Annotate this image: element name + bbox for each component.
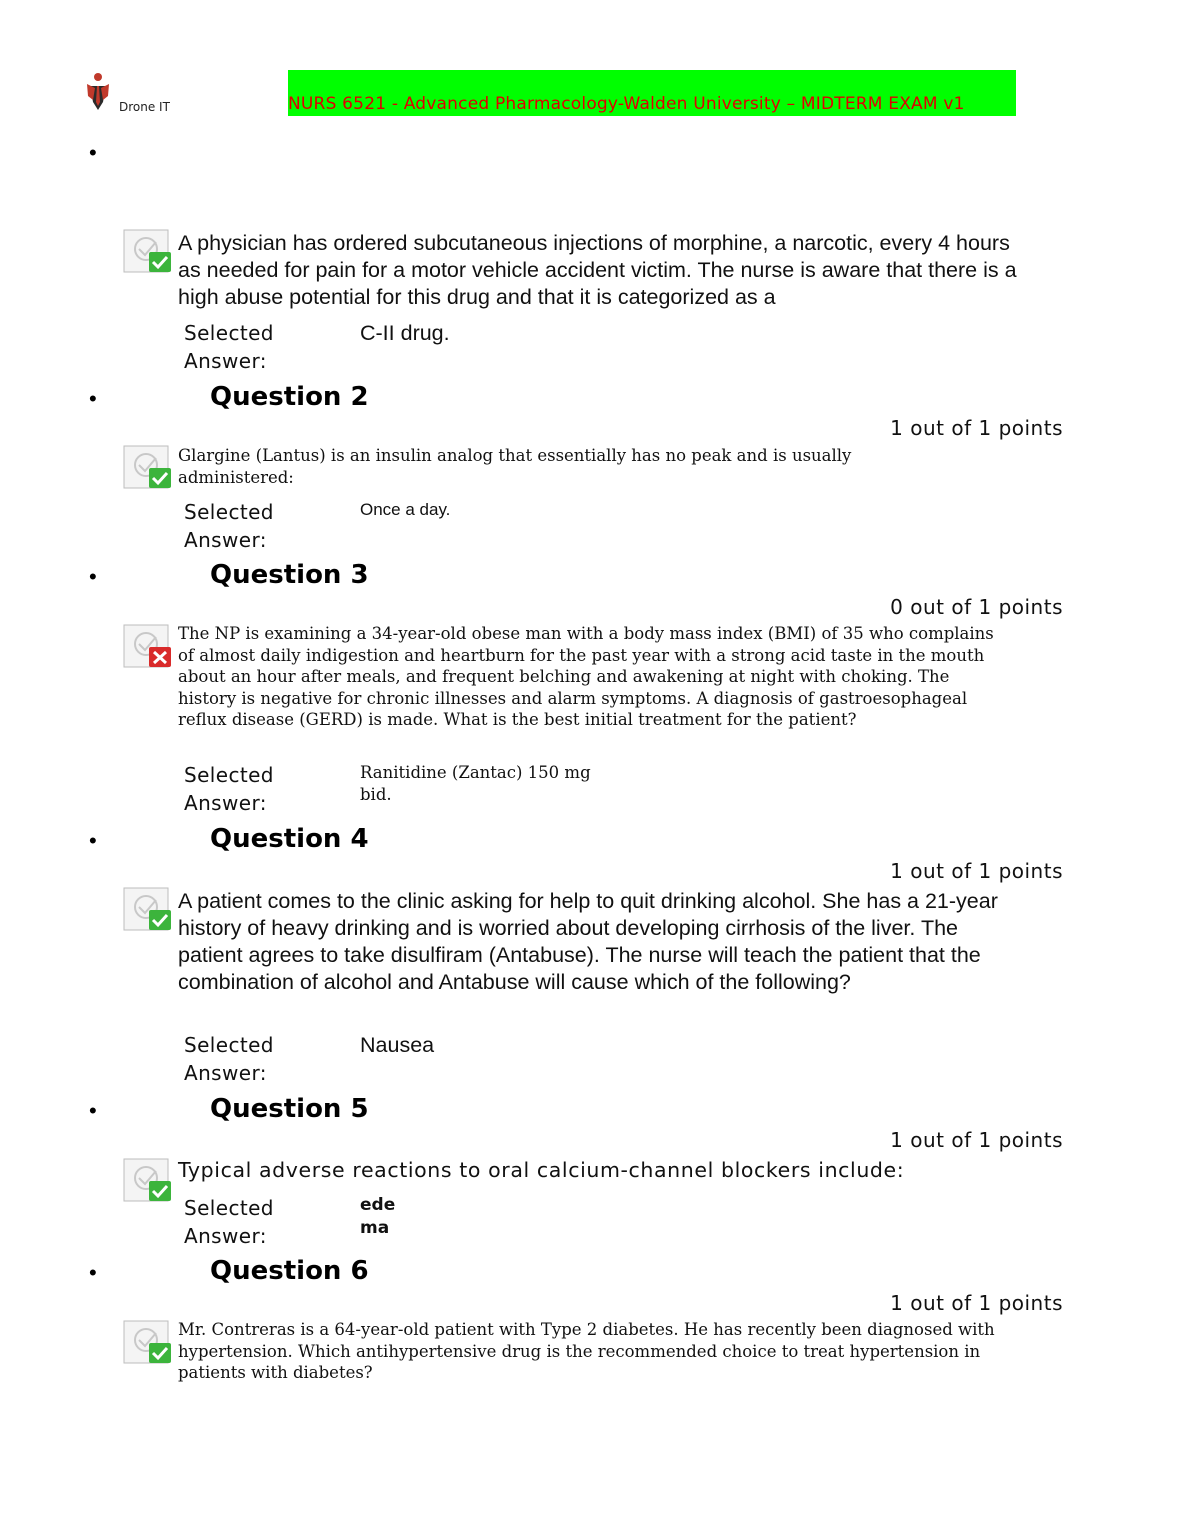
question-3-text: The NP is examining a 34-year-old obese man with a body mass index (BMI) of 35 who complains of almost daily indigestion and heartburn for the past year with a strong acid taste in the mouth about an hour after meals, and frequent belching and awakening at night with choking. The history is negative for chronic illnesses and alarm symptoms. A diagnosis of gastroesophageal reflux disease (GERD) is made. What is the best initial treatment for the patient? xyxy=(178,624,994,729)
question-4-answer: Nausea xyxy=(360,1033,435,1057)
incorrect-x-icon xyxy=(123,623,173,669)
correct-check-icon xyxy=(123,228,173,274)
selected-answer-label: Selected Answer: xyxy=(184,500,274,552)
question-1-text: A physician has ordered subcutaneous injections of morphine, a narcotic, every 4 hours as needed for pain for a motor vehicle accident victim. The nurse is aware that there is a high abuse potential for this drug and that it is categorized as a xyxy=(178,231,1017,309)
correct-check-icon xyxy=(123,886,173,932)
selected-answer-label: Selected Answer: xyxy=(184,1033,274,1085)
drone-it-logo xyxy=(86,72,110,112)
question-4-points: 1 out of 1 points xyxy=(890,859,1063,883)
list-bullet: • xyxy=(89,386,97,411)
question-5-title: Question 5 xyxy=(210,1094,369,1124)
question-2-text: Glargine (Lantus) is an insulin analog that essentially has no peak and is usually administered: xyxy=(178,446,852,487)
correct-check-icon xyxy=(123,1319,173,1365)
question-4-title: Question 4 xyxy=(210,824,369,854)
list-bullet: • xyxy=(89,828,97,853)
correct-check-icon xyxy=(123,1157,173,1203)
question-2-title: Question 2 xyxy=(210,382,369,412)
selected-answer-label: Selected Answer: xyxy=(184,1196,274,1248)
list-bullet: • xyxy=(89,140,97,165)
question-5-answer: ede ma xyxy=(360,1195,396,1238)
question-1-answer: C-II drug. xyxy=(360,321,450,345)
correct-check-icon xyxy=(123,444,173,490)
selected-answer-label: Selected Answer: xyxy=(184,763,274,815)
question-6-points: 1 out of 1 points xyxy=(890,1291,1063,1315)
exam-title: NURS 6521 - Advanced Pharmacology-Walden University – MIDTERM EXAM v1 xyxy=(288,94,965,114)
question-3-answer: Ranitidine (Zantac) 150 mg bid. xyxy=(360,763,591,804)
brand-name: Drone IT xyxy=(119,100,170,114)
exam-title-banner xyxy=(288,70,1016,116)
question-2-answer: Once a day. xyxy=(360,500,451,519)
question-6-title: Question 6 xyxy=(210,1256,369,1286)
list-bullet: • xyxy=(89,564,97,589)
list-bullet: • xyxy=(89,1260,97,1285)
list-bullet: • xyxy=(89,1098,97,1123)
selected-answer-label: Selected Answer: xyxy=(184,321,274,373)
question-2-points: 1 out of 1 points xyxy=(890,416,1063,440)
question-5-text: Typical adverse reactions to oral calcium-channel blockers include: xyxy=(178,1158,905,1182)
question-3-points: 0 out of 1 points xyxy=(890,595,1063,619)
question-5-points: 1 out of 1 points xyxy=(890,1128,1063,1152)
question-6-text: Mr. Contreras is a 64-year-old patient with Type 2 diabetes. He has recently been diagnosed with hypertension. Which antihypertensive drug is the recommended choice to treat hypertension in patients with diabetes? xyxy=(178,1320,995,1382)
question-3-title: Question 3 xyxy=(210,560,369,590)
question-4-text: A patient comes to the clinic asking for help to quit drinking alcohol. She has a 21-year history of heavy drinking and is worried about developing cirrhosis of the liver. The patient agrees to take disulfiram (Antabuse). The nurse will teach the patient that the combination of alcohol and Antabuse will cause which of the following? xyxy=(178,889,998,994)
